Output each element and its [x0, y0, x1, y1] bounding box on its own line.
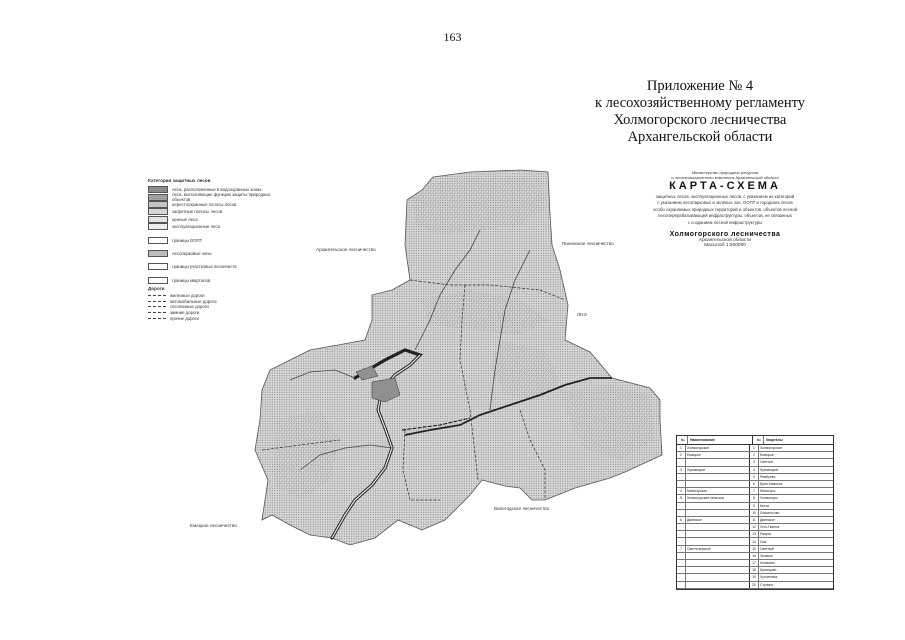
table-cell: 6 [750, 481, 759, 487]
legend-label: леса, выполняющие функции защиты природных объектов [172, 192, 271, 203]
table-row [677, 582, 833, 589]
table-cell: 10 [750, 510, 759, 516]
table-cell: 16 [750, 553, 759, 559]
table-cell [677, 459, 686, 465]
table-cell: 2 [750, 452, 759, 458]
table-row [677, 510, 833, 517]
forestry-name: Холмогорского лесничества [669, 231, 781, 239]
table-row [677, 495, 833, 502]
map-scale: Масштаб 1:500000 [704, 243, 746, 249]
table-cell: 1 [677, 445, 686, 451]
table-cell: Ракула [760, 532, 772, 537]
legend-label: границы ООПТ [172, 237, 203, 243]
table-row [677, 452, 833, 459]
table-cell: 4 [677, 488, 686, 494]
legend-line [148, 295, 166, 296]
table-cell: 6 [677, 517, 686, 523]
table-cell: Светлый [760, 546, 774, 551]
table-cell [686, 553, 750, 559]
table-row [677, 517, 833, 524]
neighbor-label-east: ЛНЭ [577, 312, 587, 317]
region-name: Архангельской области [698, 238, 752, 244]
table-cell: Ступино [760, 582, 774, 587]
neighbor-label-north-west: Архангельское лесничество [316, 247, 376, 252]
legend-label: эксплуатационные леса [172, 224, 220, 230]
legend-item [148, 223, 278, 230]
table-cell: Холмогорское [760, 446, 783, 451]
legend-swatch [148, 223, 168, 230]
map-description-line: с созданием лесной инфраструктуры [687, 219, 763, 225]
legend-item [148, 208, 278, 215]
legend-label: зимние дороги [170, 309, 200, 315]
appendix-line: Приложение № 4 [646, 78, 754, 94]
legend-swatch [148, 186, 168, 193]
map-title: КАРТА-СХЕМА [669, 180, 781, 192]
neighbor-label-south-west: Емецкое лесничество [190, 523, 237, 528]
table-cell: Рембуево [760, 474, 776, 479]
map-legend [148, 178, 278, 321]
table-cell: 8 [750, 495, 759, 501]
table-cell: 3 [677, 467, 686, 473]
neighbor-label-south: Вилегодское лесничество [494, 506, 550, 511]
map-description-line: особо охраняемых природных территорий и объектов, объектов лесной [652, 206, 798, 212]
legend-line [148, 318, 166, 319]
table-row [677, 546, 833, 553]
table-header [677, 436, 833, 445]
table-cell [686, 567, 750, 573]
table-cell [677, 574, 686, 580]
table-row [677, 474, 833, 481]
table-row [677, 445, 833, 452]
appendix-line: Архангельской области [627, 129, 773, 145]
table-row [677, 574, 833, 581]
table-cell: 3 [750, 459, 759, 465]
legend-label: леса, расположенные в водоохранных зонах [172, 187, 262, 193]
table-cell: 1 [750, 445, 759, 451]
table-row [677, 503, 833, 510]
table-cell [686, 531, 750, 537]
table-cell [686, 574, 750, 580]
table-header-cell: № [753, 436, 764, 444]
table-row [677, 459, 833, 466]
table-cell [686, 510, 750, 516]
table-cell: Светлозерское [686, 546, 750, 552]
table-cell: Усть-Пинега [760, 525, 780, 530]
legend-label: границы кварталов [172, 277, 211, 283]
table-cell: Кузнецово [760, 568, 777, 573]
legend-label: лесопарковые зоны [172, 250, 212, 256]
table-cell [677, 524, 686, 530]
legend-swatch [148, 250, 168, 257]
table-cell [677, 503, 686, 509]
table-cell: 15 [750, 546, 759, 552]
table-cell [677, 567, 686, 573]
legend-item [148, 236, 278, 243]
legend-item [148, 192, 278, 203]
table-cell [686, 560, 750, 566]
table-cell [686, 524, 750, 530]
table-cell: Матигоры [760, 489, 776, 494]
legend-swatch [148, 208, 168, 215]
table-cell: 13 [750, 531, 759, 537]
table-cell: Емецкое [760, 453, 774, 458]
ministry-line: Министерство природных ресурсов [691, 170, 759, 175]
legend-item [148, 216, 278, 223]
table-cell [677, 531, 686, 537]
table-cell [686, 538, 750, 544]
table-row [677, 531, 833, 538]
table-cell [677, 582, 686, 588]
legend-label: лесовозные дороги [170, 304, 209, 310]
table-cell: 9 [750, 503, 759, 509]
table-cell: Кехта [760, 503, 769, 508]
table-header-cell: № [677, 436, 688, 444]
table-cell: Брин-Наволок [760, 482, 783, 487]
map-description-line: защитных лесов, эксплуатационных лесов, с указанием их категорий [655, 194, 795, 199]
legend-item [148, 250, 278, 257]
map-title-block [610, 170, 840, 248]
table-cell: Светлое [760, 460, 774, 465]
legend-roads-title: Дороги [148, 285, 165, 291]
table-cell [677, 560, 686, 566]
table-header-cell: Кварталы [766, 438, 783, 442]
legend-line [148, 312, 166, 313]
table-cell: Двинское [686, 517, 750, 523]
districts-table [676, 435, 834, 590]
page-number: 163 [443, 30, 462, 44]
table-body [677, 445, 833, 589]
legend-item [148, 277, 278, 284]
legend-swatch [148, 237, 168, 244]
table-cell: Емецкое [686, 452, 750, 458]
table-cell: Холмогорское сельское [686, 495, 750, 501]
legend-line [148, 306, 166, 307]
table-cell [686, 481, 750, 487]
table-cell: 19 [750, 574, 759, 580]
appendix-line: к лесохозяйственному регламенту [595, 95, 805, 111]
table-cell [677, 481, 686, 487]
legend-label: автомобильные дороги [170, 298, 217, 304]
table-cell: 5 [750, 474, 759, 480]
legend-item [148, 263, 278, 270]
legend-swatch [148, 277, 168, 284]
legend-label: запретные полосы лесов [172, 209, 223, 215]
map-description-line: с указанием лесопарковых и зелёных зон, ООПТ и городских лесов [657, 200, 793, 206]
table-row [677, 567, 833, 574]
ministry-line: и лесопромышленного комплекса Архангельской области [671, 175, 779, 180]
table-cell: Двинское [760, 517, 775, 522]
table-cell [686, 582, 750, 588]
table-cell: Сия [760, 539, 767, 544]
legend-line [148, 301, 166, 302]
legend-label: ценные леса [172, 216, 198, 222]
legend-label: железные дороги [170, 293, 205, 299]
table-row [677, 538, 833, 545]
legend-swatch [148, 216, 168, 223]
map-description-line: лесоперерабатывающей инфраструктуры, объектов, не связанных [657, 213, 793, 219]
table-cell: Копачево [760, 561, 775, 566]
table-cell: 4 [750, 467, 759, 473]
table-header-cell: Наименование [688, 436, 753, 444]
table-cell: 2 [677, 452, 686, 458]
table-cell [677, 553, 686, 559]
table-cell [686, 474, 750, 480]
table-cell [677, 510, 686, 516]
table-cell [677, 474, 686, 480]
legend-label: нерестоохранные полосы лесов [172, 201, 237, 207]
legend-swatch [148, 194, 168, 201]
table-cell: 17 [750, 560, 759, 566]
table-cell: Чухченема [760, 575, 778, 580]
table-row [677, 560, 833, 567]
table-cell: 5 [677, 495, 686, 501]
table-cell: Луковецкое [686, 467, 750, 473]
table-cell: 11 [750, 517, 759, 523]
table-row [677, 467, 833, 474]
table-cell: Матигорское [686, 488, 750, 494]
table-row [677, 481, 833, 488]
legend-label: прочие дороги [170, 315, 199, 321]
table-cell [686, 503, 750, 509]
appendix-line: Холмогорского лесничества [613, 112, 787, 128]
legend-swatch [148, 263, 168, 270]
table-row [677, 553, 833, 560]
legend-title: Категории защитных лесов [148, 178, 211, 183]
legend-label: границы участковых лесничеств [172, 264, 237, 270]
table-cell: 7 [677, 546, 686, 552]
table-row [677, 524, 833, 531]
table-cell [686, 459, 750, 465]
table-cell: 14 [750, 538, 759, 544]
table-cell: Холмогорское [686, 445, 750, 451]
table-cell: 12 [750, 524, 759, 530]
table-cell: 20 [750, 582, 759, 588]
table-cell: 18 [750, 567, 759, 573]
neighbor-label-north-east: Пинежское лесничество [562, 241, 614, 246]
legend-road [148, 315, 278, 321]
table-cell: 7 [750, 488, 759, 494]
table-cell: Луковецкое [760, 467, 779, 472]
table-cell [677, 538, 686, 544]
table-cell: Зачачье [760, 553, 773, 558]
table-row [677, 488, 833, 495]
table-cell: Холмогоры [760, 496, 778, 501]
table-cell: Ломоносово [760, 510, 780, 515]
legend-swatch [148, 201, 168, 208]
